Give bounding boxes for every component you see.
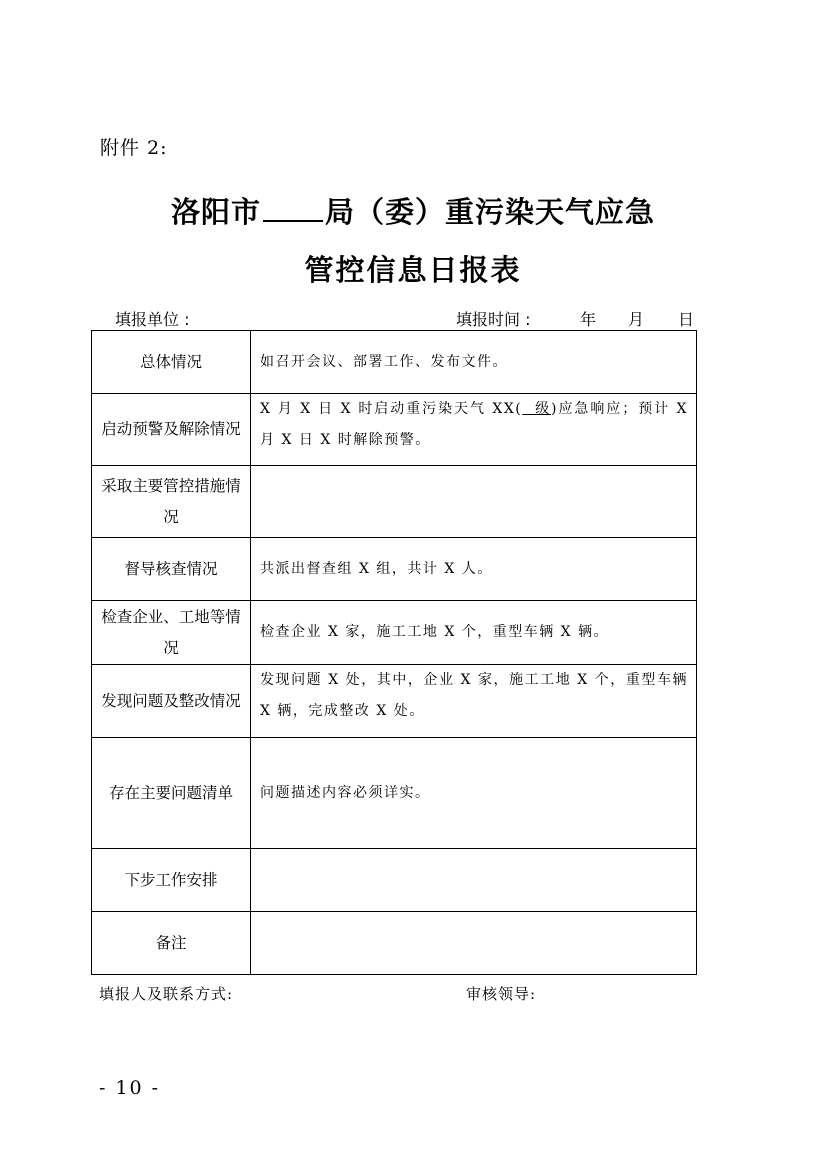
date-fields bbox=[580, 307, 694, 330]
filler-contact-label: 填报人及联系方式: bbox=[99, 985, 234, 1003]
table-row bbox=[92, 849, 697, 912]
day-label: 日 bbox=[678, 310, 695, 329]
row-label: 启动预警及解除情况 bbox=[92, 394, 251, 466]
row-value-underlined: 级 bbox=[522, 401, 552, 417]
row-value: 如召开会议、部署工作、发布文件。 bbox=[251, 331, 697, 394]
table-row bbox=[92, 665, 697, 738]
row-value bbox=[251, 912, 697, 975]
report-table bbox=[91, 330, 697, 975]
row-label: 备注 bbox=[92, 912, 251, 975]
table-row bbox=[92, 331, 697, 394]
row-label: 下步工作安排 bbox=[92, 849, 251, 912]
row-value: 发现问题 X 处，其中，企业 X 家，施工工地 X 个，重型车辆 X 辆，完成整改 X 处。 bbox=[251, 665, 697, 738]
row-value bbox=[251, 849, 697, 912]
title-prefix: 洛阳市 bbox=[170, 195, 261, 229]
row-label: 检查企业、工地等情况 bbox=[92, 601, 251, 665]
row-label: 发现问题及整改情况 bbox=[92, 665, 251, 738]
table-row bbox=[92, 601, 697, 665]
row-label: 督导核查情况 bbox=[92, 538, 251, 601]
row-label: 总体情况 bbox=[92, 331, 251, 394]
year-label: 年 bbox=[580, 310, 597, 329]
row-label: 采取主要管控措施情况 bbox=[92, 466, 251, 538]
row-value bbox=[251, 466, 697, 538]
reviewer-label: 审核领导: bbox=[466, 985, 537, 1003]
table-row bbox=[92, 466, 697, 538]
row-value-post: )应急响应；预计 X 月 X 日 X 时解除预警。 bbox=[260, 401, 688, 448]
document-title bbox=[0, 190, 826, 231]
time-label: 填报时间 : bbox=[456, 310, 531, 329]
row-value: 共派出督查组 X 组，共计 X 人。 bbox=[251, 538, 697, 601]
table-row bbox=[92, 394, 697, 466]
month-label: 月 bbox=[628, 310, 645, 329]
unit-label: 填报单位 : bbox=[115, 310, 190, 329]
document-subtitle: 管控信息日报表 bbox=[304, 253, 522, 287]
title-suffix: 局（委）重污染天气应急 bbox=[325, 195, 656, 229]
title-blank bbox=[263, 196, 323, 222]
row-value-pre: X 月 X 日 X 时启动重污染天气 XX( bbox=[260, 401, 523, 417]
row-label: 存在主要问题清单 bbox=[92, 738, 251, 849]
table-row bbox=[92, 738, 697, 849]
attachment-label: 附件 2: bbox=[100, 137, 168, 159]
row-value bbox=[251, 394, 697, 466]
table-row bbox=[92, 912, 697, 975]
table-row bbox=[92, 538, 697, 601]
row-value: 问题描述内容必须详实。 bbox=[251, 738, 697, 849]
row-value: 检查企业 X 家，施工工地 X 个，重型车辆 X 辆。 bbox=[251, 601, 697, 665]
page-number: - 10 - bbox=[99, 1077, 161, 1099]
